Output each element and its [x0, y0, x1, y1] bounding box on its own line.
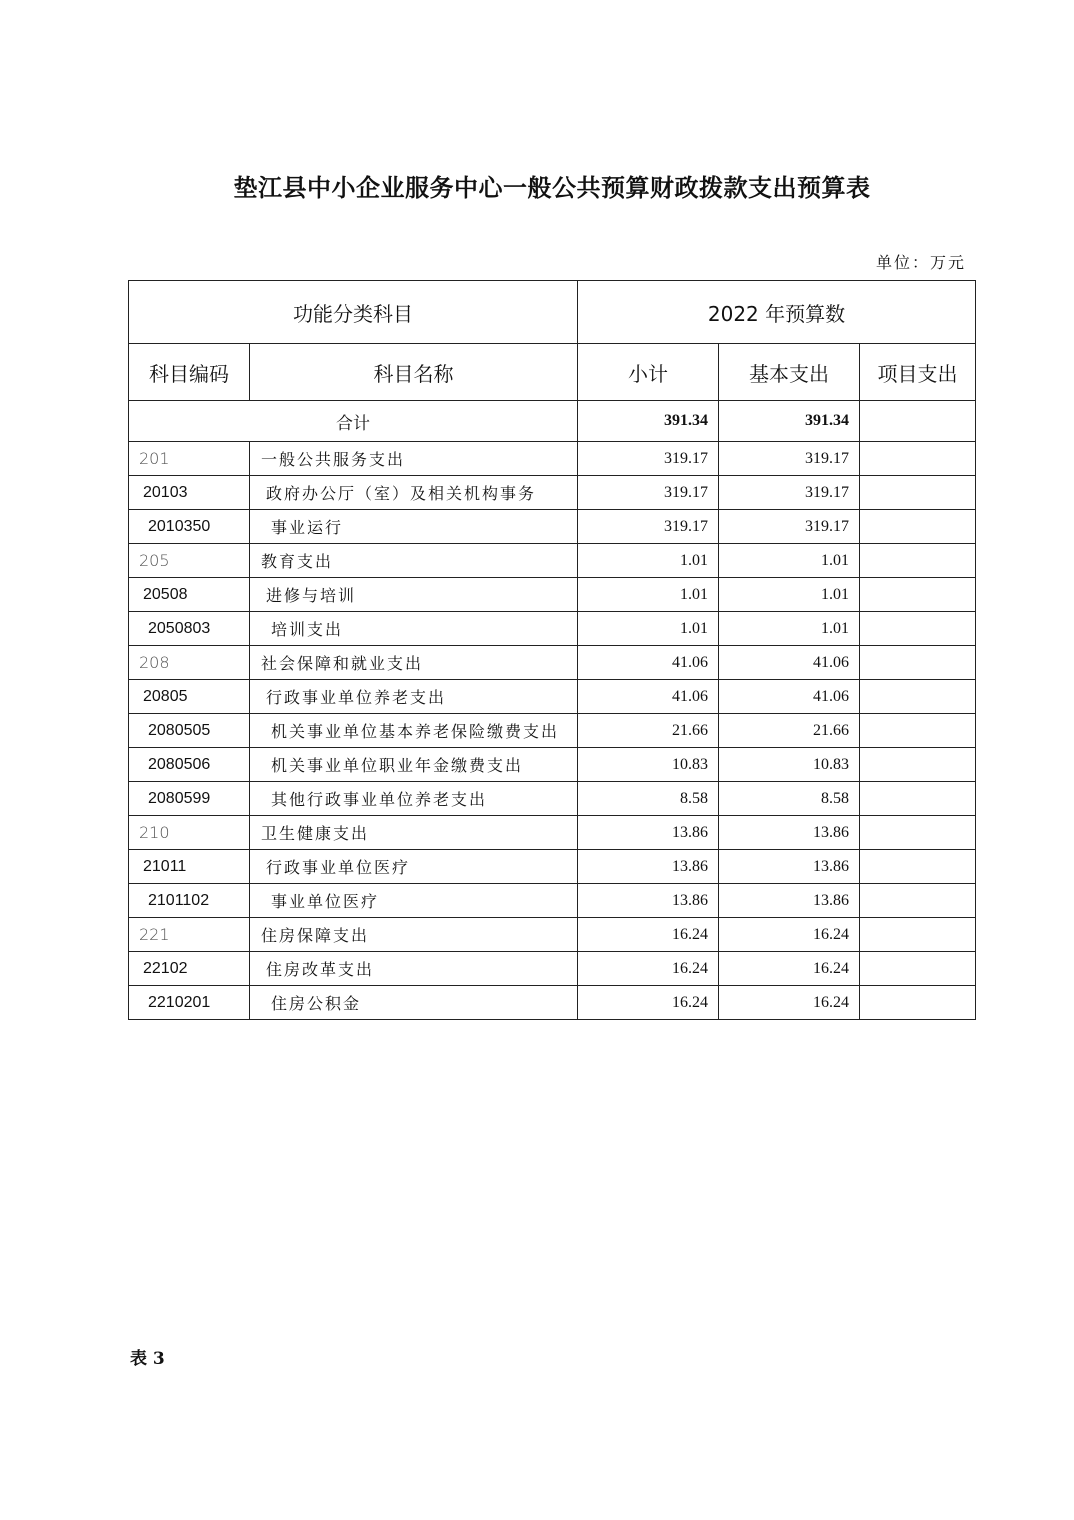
row-basic: 41.06	[719, 680, 860, 714]
table-row	[129, 544, 976, 578]
table-number: 表 3	[130, 1349, 165, 1369]
row-subtotal: 319.17	[578, 476, 719, 510]
row-subtotal: 21.66	[578, 714, 719, 748]
header-name: 科目名称	[250, 344, 578, 401]
row-project	[860, 782, 976, 816]
table-row	[129, 816, 976, 850]
row-project	[860, 952, 976, 986]
row-project	[860, 816, 976, 850]
row-subtotal: 41.06	[578, 680, 719, 714]
row-code: 2080599	[129, 782, 250, 816]
header-category: 功能分类科目	[129, 281, 578, 344]
row-code: 21011	[129, 850, 250, 884]
row-project	[860, 544, 976, 578]
row-project	[860, 986, 976, 1020]
row-subtotal: 16.24	[578, 986, 719, 1020]
row-name: 培训支出	[250, 612, 578, 646]
row-code: 208	[129, 646, 250, 680]
row-basic: 319.17	[719, 510, 860, 544]
row-subtotal: 16.24	[578, 918, 719, 952]
header-subtotal: 小计	[578, 344, 719, 401]
row-basic: 1.01	[719, 578, 860, 612]
row-code: 2101102	[129, 884, 250, 918]
row-basic: 1.01	[719, 612, 860, 646]
row-project	[860, 442, 976, 476]
row-name: 机关事业单位职业年金缴费支出	[250, 748, 578, 782]
row-subtotal: 1.01	[578, 578, 719, 612]
budget-table	[128, 280, 976, 1020]
table-row	[129, 442, 976, 476]
table-row	[129, 952, 976, 986]
row-project	[860, 918, 976, 952]
total-row	[129, 401, 976, 442]
row-name: 机关事业单位基本养老保险缴费支出	[250, 714, 578, 748]
row-code: 205	[129, 544, 250, 578]
total-label: 合计	[129, 401, 578, 442]
header-code: 科目编码	[129, 344, 250, 401]
row-basic: 16.24	[719, 952, 860, 986]
table-row	[129, 986, 976, 1020]
row-name: 住房改革支出	[250, 952, 578, 986]
row-subtotal: 16.24	[578, 952, 719, 986]
row-subtotal: 13.86	[578, 816, 719, 850]
row-name: 社会保障和就业支出	[250, 646, 578, 680]
table-row	[129, 612, 976, 646]
table-row	[129, 748, 976, 782]
table-row	[129, 578, 976, 612]
row-code: 20103	[129, 476, 250, 510]
row-basic: 21.66	[719, 714, 860, 748]
row-code: 22102	[129, 952, 250, 986]
row-subtotal: 10.83	[578, 748, 719, 782]
row-code: 20805	[129, 680, 250, 714]
row-name: 住房保障支出	[250, 918, 578, 952]
row-name: 教育支出	[250, 544, 578, 578]
table-row	[129, 714, 976, 748]
table-row	[129, 646, 976, 680]
row-code: 2010350	[129, 510, 250, 544]
total-project	[860, 401, 976, 442]
row-project	[860, 714, 976, 748]
table-row	[129, 510, 976, 544]
row-basic: 319.17	[719, 442, 860, 476]
header-row-1	[129, 281, 976, 344]
row-code: 20508	[129, 578, 250, 612]
row-project	[860, 850, 976, 884]
row-code: 210	[129, 816, 250, 850]
row-subtotal: 8.58	[578, 782, 719, 816]
row-project	[860, 884, 976, 918]
table-row	[129, 884, 976, 918]
row-subtotal: 319.17	[578, 442, 719, 476]
row-basic: 41.06	[719, 646, 860, 680]
row-basic: 10.83	[719, 748, 860, 782]
row-basic: 13.86	[719, 850, 860, 884]
header-project: 项目支出	[860, 344, 976, 401]
row-basic: 16.24	[719, 918, 860, 952]
row-code: 2210201	[129, 986, 250, 1020]
row-name: 住房公积金	[250, 986, 578, 1020]
row-name: 事业单位医疗	[250, 884, 578, 918]
row-project	[860, 748, 976, 782]
row-subtotal: 1.01	[578, 612, 719, 646]
header-basic: 基本支出	[719, 344, 860, 401]
row-code: 201	[129, 442, 250, 476]
table-row	[129, 476, 976, 510]
row-name: 行政事业单位医疗	[250, 850, 578, 884]
total-subtotal: 391.34	[578, 401, 719, 442]
row-project	[860, 680, 976, 714]
row-code: 2080506	[129, 748, 250, 782]
row-basic: 8.58	[719, 782, 860, 816]
row-basic: 1.01	[719, 544, 860, 578]
table-row	[129, 680, 976, 714]
row-project	[860, 476, 976, 510]
row-name: 政府办公厅（室）及相关机构事务	[250, 476, 578, 510]
row-project	[860, 578, 976, 612]
table-row	[129, 850, 976, 884]
header-year-budget: 2022 年预算数	[578, 281, 976, 344]
total-basic: 391.34	[719, 401, 860, 442]
row-basic: 319.17	[719, 476, 860, 510]
row-project	[860, 646, 976, 680]
table-row	[129, 782, 976, 816]
row-name: 其他行政事业单位养老支出	[250, 782, 578, 816]
row-subtotal: 319.17	[578, 510, 719, 544]
header-row-2	[129, 344, 976, 401]
row-project	[860, 612, 976, 646]
row-code: 221	[129, 918, 250, 952]
row-code: 2050803	[129, 612, 250, 646]
row-basic: 16.24	[719, 986, 860, 1020]
row-basic: 13.86	[719, 816, 860, 850]
row-subtotal: 1.01	[578, 544, 719, 578]
row-name: 事业运行	[250, 510, 578, 544]
row-code: 2080505	[129, 714, 250, 748]
row-subtotal: 41.06	[578, 646, 719, 680]
row-basic: 13.86	[719, 884, 860, 918]
page-title: 垫江县中小企业服务中心一般公共预算财政拨款支出预算表	[233, 173, 871, 202]
row-name: 行政事业单位养老支出	[250, 680, 578, 714]
table-row	[129, 918, 976, 952]
row-name: 进修与培训	[250, 578, 578, 612]
row-name: 一般公共服务支出	[250, 442, 578, 476]
unit-label: 单位：万元	[875, 253, 966, 272]
row-subtotal: 13.86	[578, 850, 719, 884]
row-name: 卫生健康支出	[250, 816, 578, 850]
row-subtotal: 13.86	[578, 884, 719, 918]
row-project	[860, 510, 976, 544]
